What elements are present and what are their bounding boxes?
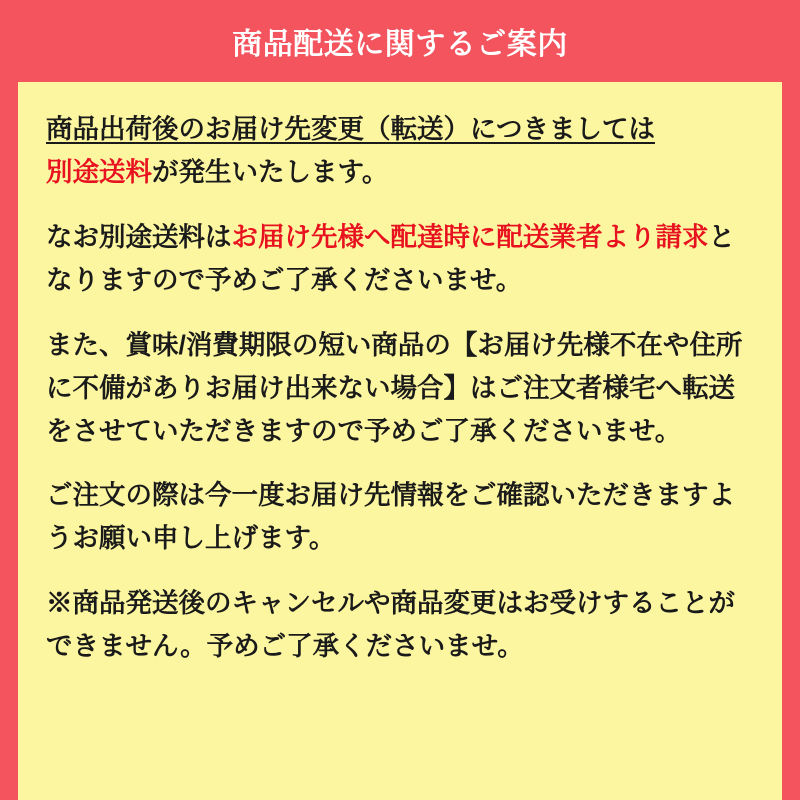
paragraph-2-highlight-1: お届け先様へ配達時に配送業者より [231,221,656,252]
paragraph-2-highlight-2: 請求 [655,221,709,252]
paragraph-perishable-items: また、賞味/消費期限の短い商品の【お届け先様不在や住所に不備がありお届け出来ない場合】はご注文者様宅へ転送をさせていただきますので予めご了承くださいませ。 [46,329,743,446]
notice-body [18,82,782,668]
paragraph-1-highlight: 別途送料 [46,156,152,187]
paragraph-2-tail: となりますので予めご了承くださいませ。 [46,221,735,295]
paragraph-2-lead: なお別途送料は [46,221,232,252]
paragraph-fee-collection [46,216,752,302]
paragraph-no-cancellation: ※商品発送後のキャンセルや商品変更はお受けすることができません。予めご了承くださいませ。 [46,588,735,662]
notice-header [18,0,782,82]
paragraph-forwarding-fee [46,108,752,194]
page-title: 商品配送に関するご案内 [232,28,568,61]
paragraph-confirm-address: ご注文の際は今一度お届け先情報をご確認いただきますようお願い申し上げます。 [46,480,735,554]
paragraph-1-lead: 商品出荷後のお届け先変更（転送）につきましては [46,114,655,144]
paragraph-1-tail: が発生いたします。 [152,156,389,187]
